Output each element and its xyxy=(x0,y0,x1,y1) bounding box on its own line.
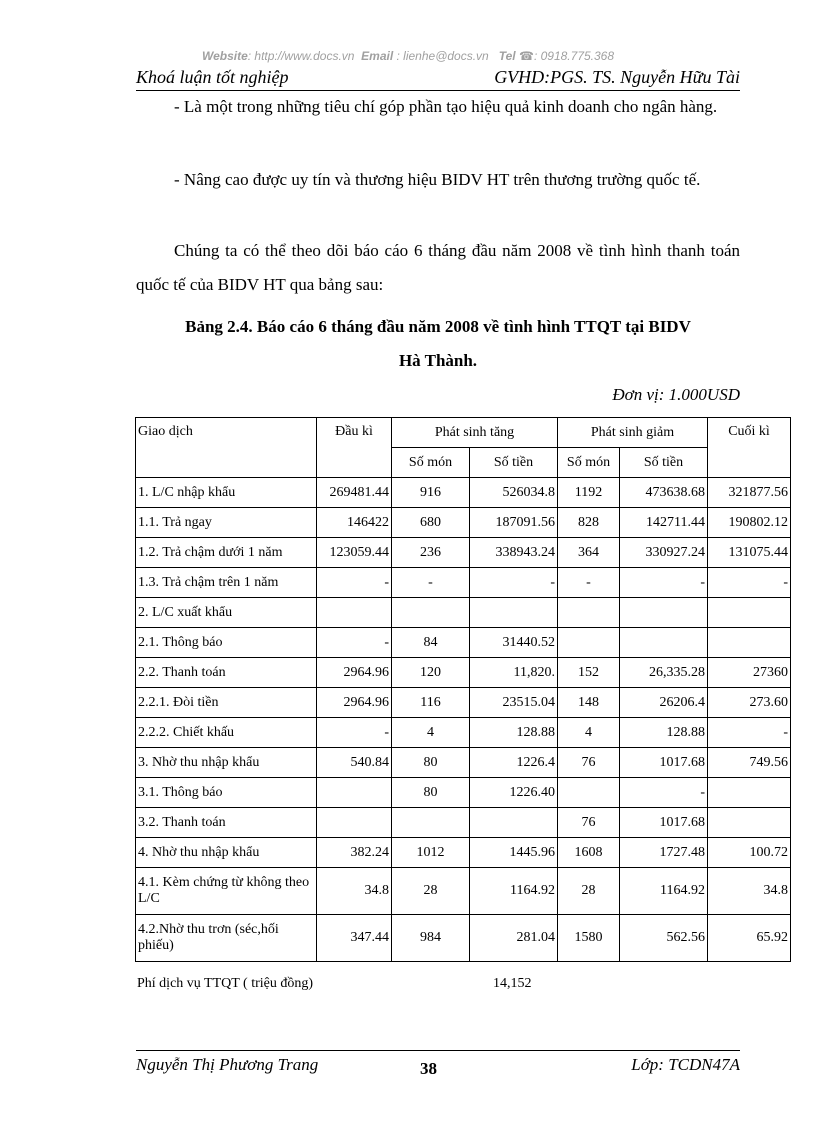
cell-transaction: 2.2.2. Chiết khấu xyxy=(136,718,317,748)
cell-dec-amount: 562.56 xyxy=(620,915,708,962)
page-footer xyxy=(136,1050,740,1078)
cell-inc-count: 4 xyxy=(392,718,470,748)
table-row xyxy=(136,915,791,962)
cell-transaction: 1. L/C nhập khẩu xyxy=(136,478,317,508)
cell-inc-count xyxy=(392,808,470,838)
cell-opening: 382.24 xyxy=(317,838,392,868)
cell-inc-count: 28 xyxy=(392,868,470,915)
cell-closing: 100.72 xyxy=(708,838,791,868)
cell-inc-amount: 1445.96 xyxy=(470,838,558,868)
cell-transaction: 1.3. Trả chậm trên 1 năm xyxy=(136,568,317,598)
fee-label: Phí dịch vụ TTQT ( triệu đồng) xyxy=(137,976,314,991)
cell-transaction: 3.1. Thông báo xyxy=(136,778,317,808)
cell-transaction: 1.1. Trả ngay xyxy=(136,508,317,538)
cell-closing: 34.8 xyxy=(708,868,791,915)
cell-inc-count xyxy=(392,598,470,628)
paragraph-2-text: - Nâng cao được uy tín và thương hiệu BIDV HT trên thương trường quốc tế. xyxy=(174,170,701,189)
cell-inc-count: 1012 xyxy=(392,838,470,868)
table-row xyxy=(136,658,791,688)
header-transaction: Giao dịch xyxy=(136,418,317,478)
tel-label: Tel xyxy=(498,49,516,63)
cell-dec-amount: 1727.48 xyxy=(620,838,708,868)
cell-opening: - xyxy=(317,628,392,658)
website-line xyxy=(0,49,816,63)
cell-dec-count: 152 xyxy=(558,658,620,688)
cell-closing xyxy=(708,598,791,628)
cell-opening: 123059.44 xyxy=(317,538,392,568)
table-row xyxy=(136,718,791,748)
table-row xyxy=(136,808,791,838)
cell-closing: - xyxy=(708,718,791,748)
cell-dec-count: 828 xyxy=(558,508,620,538)
cell-closing: 273.60 xyxy=(708,688,791,718)
cell-closing: 321877.56 xyxy=(708,478,791,508)
table-caption xyxy=(136,310,740,378)
cell-dec-amount: 26,335.28 xyxy=(620,658,708,688)
header-inc-amount: Số tiền xyxy=(470,448,558,478)
header-dec-amount: Số tiền xyxy=(620,448,708,478)
cell-inc-amount: 31440.52 xyxy=(470,628,558,658)
paragraph-3-text: Chúng ta có thể theo dõi báo cáo 6 tháng đầu năm 2008 về tình hình thanh toán quốc tế của BIDV HT qua bảng sau: xyxy=(136,241,740,294)
cell-transaction: 2.2. Thanh toán xyxy=(136,658,317,688)
cell-transaction: 4.2.Nhờ thu trơn (séc,hối phiếu) xyxy=(136,915,317,962)
cell-inc-amount: - xyxy=(470,568,558,598)
cell-opening xyxy=(317,808,392,838)
email-label: Email xyxy=(361,49,394,63)
cell-dec-amount xyxy=(620,598,708,628)
cell-opening: - xyxy=(317,568,392,598)
cell-transaction: 2.2.1. Đòi tiền xyxy=(136,688,317,718)
cell-closing: 749.56 xyxy=(708,748,791,778)
cell-dec-amount: 1164.92 xyxy=(620,868,708,915)
table-row xyxy=(136,478,791,508)
cell-dec-count: 1192 xyxy=(558,478,620,508)
header-closing: Cuối kì xyxy=(708,418,791,478)
cell-opening: - xyxy=(317,718,392,748)
website-label: Website xyxy=(201,49,248,63)
page-header xyxy=(136,66,740,91)
cell-dec-count xyxy=(558,628,620,658)
table-row xyxy=(136,538,791,568)
cell-dec-amount: 330927.24 xyxy=(620,538,708,568)
cell-transaction: 3.2. Thanh toán xyxy=(136,808,317,838)
cell-dec-count: 1580 xyxy=(558,915,620,962)
ttqt-table xyxy=(135,417,791,962)
cell-inc-count: 984 xyxy=(392,915,470,962)
cell-inc-amount: 128.88 xyxy=(470,718,558,748)
table-row xyxy=(136,598,791,628)
unit-label: Đơn vị: 1.000USD xyxy=(612,385,740,404)
cell-dec-count: - xyxy=(558,568,620,598)
fee-line xyxy=(137,976,532,992)
table-row xyxy=(136,868,791,915)
caption-line-2: Hà Thành. xyxy=(398,351,478,370)
cell-opening: 2964.96 xyxy=(317,688,392,718)
cell-dec-amount: 26206.4 xyxy=(620,688,708,718)
cell-inc-amount: 187091.56 xyxy=(470,508,558,538)
header-dec-count: Số món xyxy=(558,448,620,478)
table-row xyxy=(136,508,791,538)
footer-author: Nguyễn Thị Phương Trang xyxy=(136,1055,319,1074)
header-inc-count: Số món xyxy=(392,448,470,478)
cell-transaction: 2.1. Thông báo xyxy=(136,628,317,658)
cell-inc-count: 84 xyxy=(392,628,470,658)
header-left: Khoá luận tốt nghiệp xyxy=(136,67,289,87)
cell-opening xyxy=(317,778,392,808)
cell-dec-amount: - xyxy=(620,568,708,598)
cell-opening xyxy=(317,598,392,628)
cell-dec-count: 28 xyxy=(558,868,620,915)
cell-inc-count: 116 xyxy=(392,688,470,718)
cell-opening: 2964.96 xyxy=(317,658,392,688)
cell-dec-count: 1608 xyxy=(558,838,620,868)
cell-dec-amount: 473638.68 xyxy=(620,478,708,508)
cell-closing: 131075.44 xyxy=(708,538,791,568)
cell-closing xyxy=(708,808,791,838)
cell-inc-count: 80 xyxy=(392,778,470,808)
fee-value: 14,152 xyxy=(493,976,532,991)
cell-dec-count xyxy=(558,778,620,808)
header-opening: Đầu kì xyxy=(317,418,392,478)
cell-inc-count: 916 xyxy=(392,478,470,508)
cell-inc-count: - xyxy=(392,568,470,598)
page-number: 38 xyxy=(420,1059,437,1078)
cell-transaction: 4. Nhờ thu nhập khẩu xyxy=(136,838,317,868)
cell-closing: 65.92 xyxy=(708,915,791,962)
cell-opening: 347.44 xyxy=(317,915,392,962)
cell-closing: - xyxy=(708,568,791,598)
cell-inc-count: 120 xyxy=(392,658,470,688)
cell-dec-count: 364 xyxy=(558,538,620,568)
cell-inc-amount: 1226.4 xyxy=(470,748,558,778)
email-value[interactable]: : lienhe@docs.vn xyxy=(396,49,489,63)
table-row xyxy=(136,568,791,598)
paragraph-3 xyxy=(136,234,740,302)
cell-inc-amount: 1226.40 xyxy=(470,778,558,808)
cell-opening: 269481.44 xyxy=(317,478,392,508)
cell-dec-count: 76 xyxy=(558,808,620,838)
website-url[interactable]: : http://www.docs.vn xyxy=(247,49,355,63)
cell-inc-amount: 11,820. xyxy=(470,658,558,688)
paragraph-2 xyxy=(136,163,740,197)
table-row xyxy=(136,748,791,778)
cell-opening: 34.8 xyxy=(317,868,392,915)
paragraph-1-text: - Là một trong những tiêu chí góp phần tạo hiệu quả kinh doanh cho ngân hàng. xyxy=(174,97,718,116)
cell-inc-count: 680 xyxy=(392,508,470,538)
cell-closing xyxy=(708,778,791,808)
cell-dec-amount: 1017.68 xyxy=(620,808,708,838)
cell-transaction: 4.1. Kèm chứng từ không theo L/C xyxy=(136,868,317,915)
cell-inc-count: 236 xyxy=(392,538,470,568)
cell-inc-count: 80 xyxy=(392,748,470,778)
cell-inc-amount: 281.04 xyxy=(470,915,558,962)
table-row xyxy=(136,628,791,658)
cell-dec-count: 76 xyxy=(558,748,620,778)
cell-inc-amount xyxy=(470,598,558,628)
cell-closing: 27360 xyxy=(708,658,791,688)
cell-dec-amount xyxy=(620,628,708,658)
cell-opening: 146422 xyxy=(317,508,392,538)
header-right: GVHD:PGS. TS. Nguyễn Hữu Tài xyxy=(494,67,740,87)
footer-class: Lớp: TCDN47A xyxy=(631,1055,740,1074)
cell-transaction: 1.2. Trả chậm dưới 1 năm xyxy=(136,538,317,568)
paragraph-1 xyxy=(136,90,740,124)
table-row xyxy=(136,688,791,718)
caption-line-1: Bảng 2.4. Báo cáo 6 tháng đầu năm 2008 về tình hình TTQT tại BIDV xyxy=(185,317,691,336)
cell-dec-amount: 142711.44 xyxy=(620,508,708,538)
cell-inc-amount: 23515.04 xyxy=(470,688,558,718)
cell-dec-count: 4 xyxy=(558,718,620,748)
cell-transaction: 2. L/C xuất khẩu xyxy=(136,598,317,628)
header-increase: Phát sinh tăng xyxy=(392,418,558,448)
cell-dec-amount: - xyxy=(620,778,708,808)
cell-inc-amount: 338943.24 xyxy=(470,538,558,568)
cell-dec-amount: 128.88 xyxy=(620,718,708,748)
cell-closing xyxy=(708,628,791,658)
tel-value: ☎: 0918.775.368 xyxy=(519,49,615,63)
cell-inc-amount: 526034.8 xyxy=(470,478,558,508)
cell-dec-amount: 1017.68 xyxy=(620,748,708,778)
table-row xyxy=(136,838,791,868)
cell-dec-count xyxy=(558,598,620,628)
cell-opening: 540.84 xyxy=(317,748,392,778)
table-row xyxy=(136,778,791,808)
cell-dec-count: 148 xyxy=(558,688,620,718)
cell-inc-amount: 1164.92 xyxy=(470,868,558,915)
header-decrease: Phát sinh giảm xyxy=(558,418,708,448)
cell-transaction: 3. Nhờ thu nhập khẩu xyxy=(136,748,317,778)
cell-inc-amount xyxy=(470,808,558,838)
cell-closing: 190802.12 xyxy=(708,508,791,538)
